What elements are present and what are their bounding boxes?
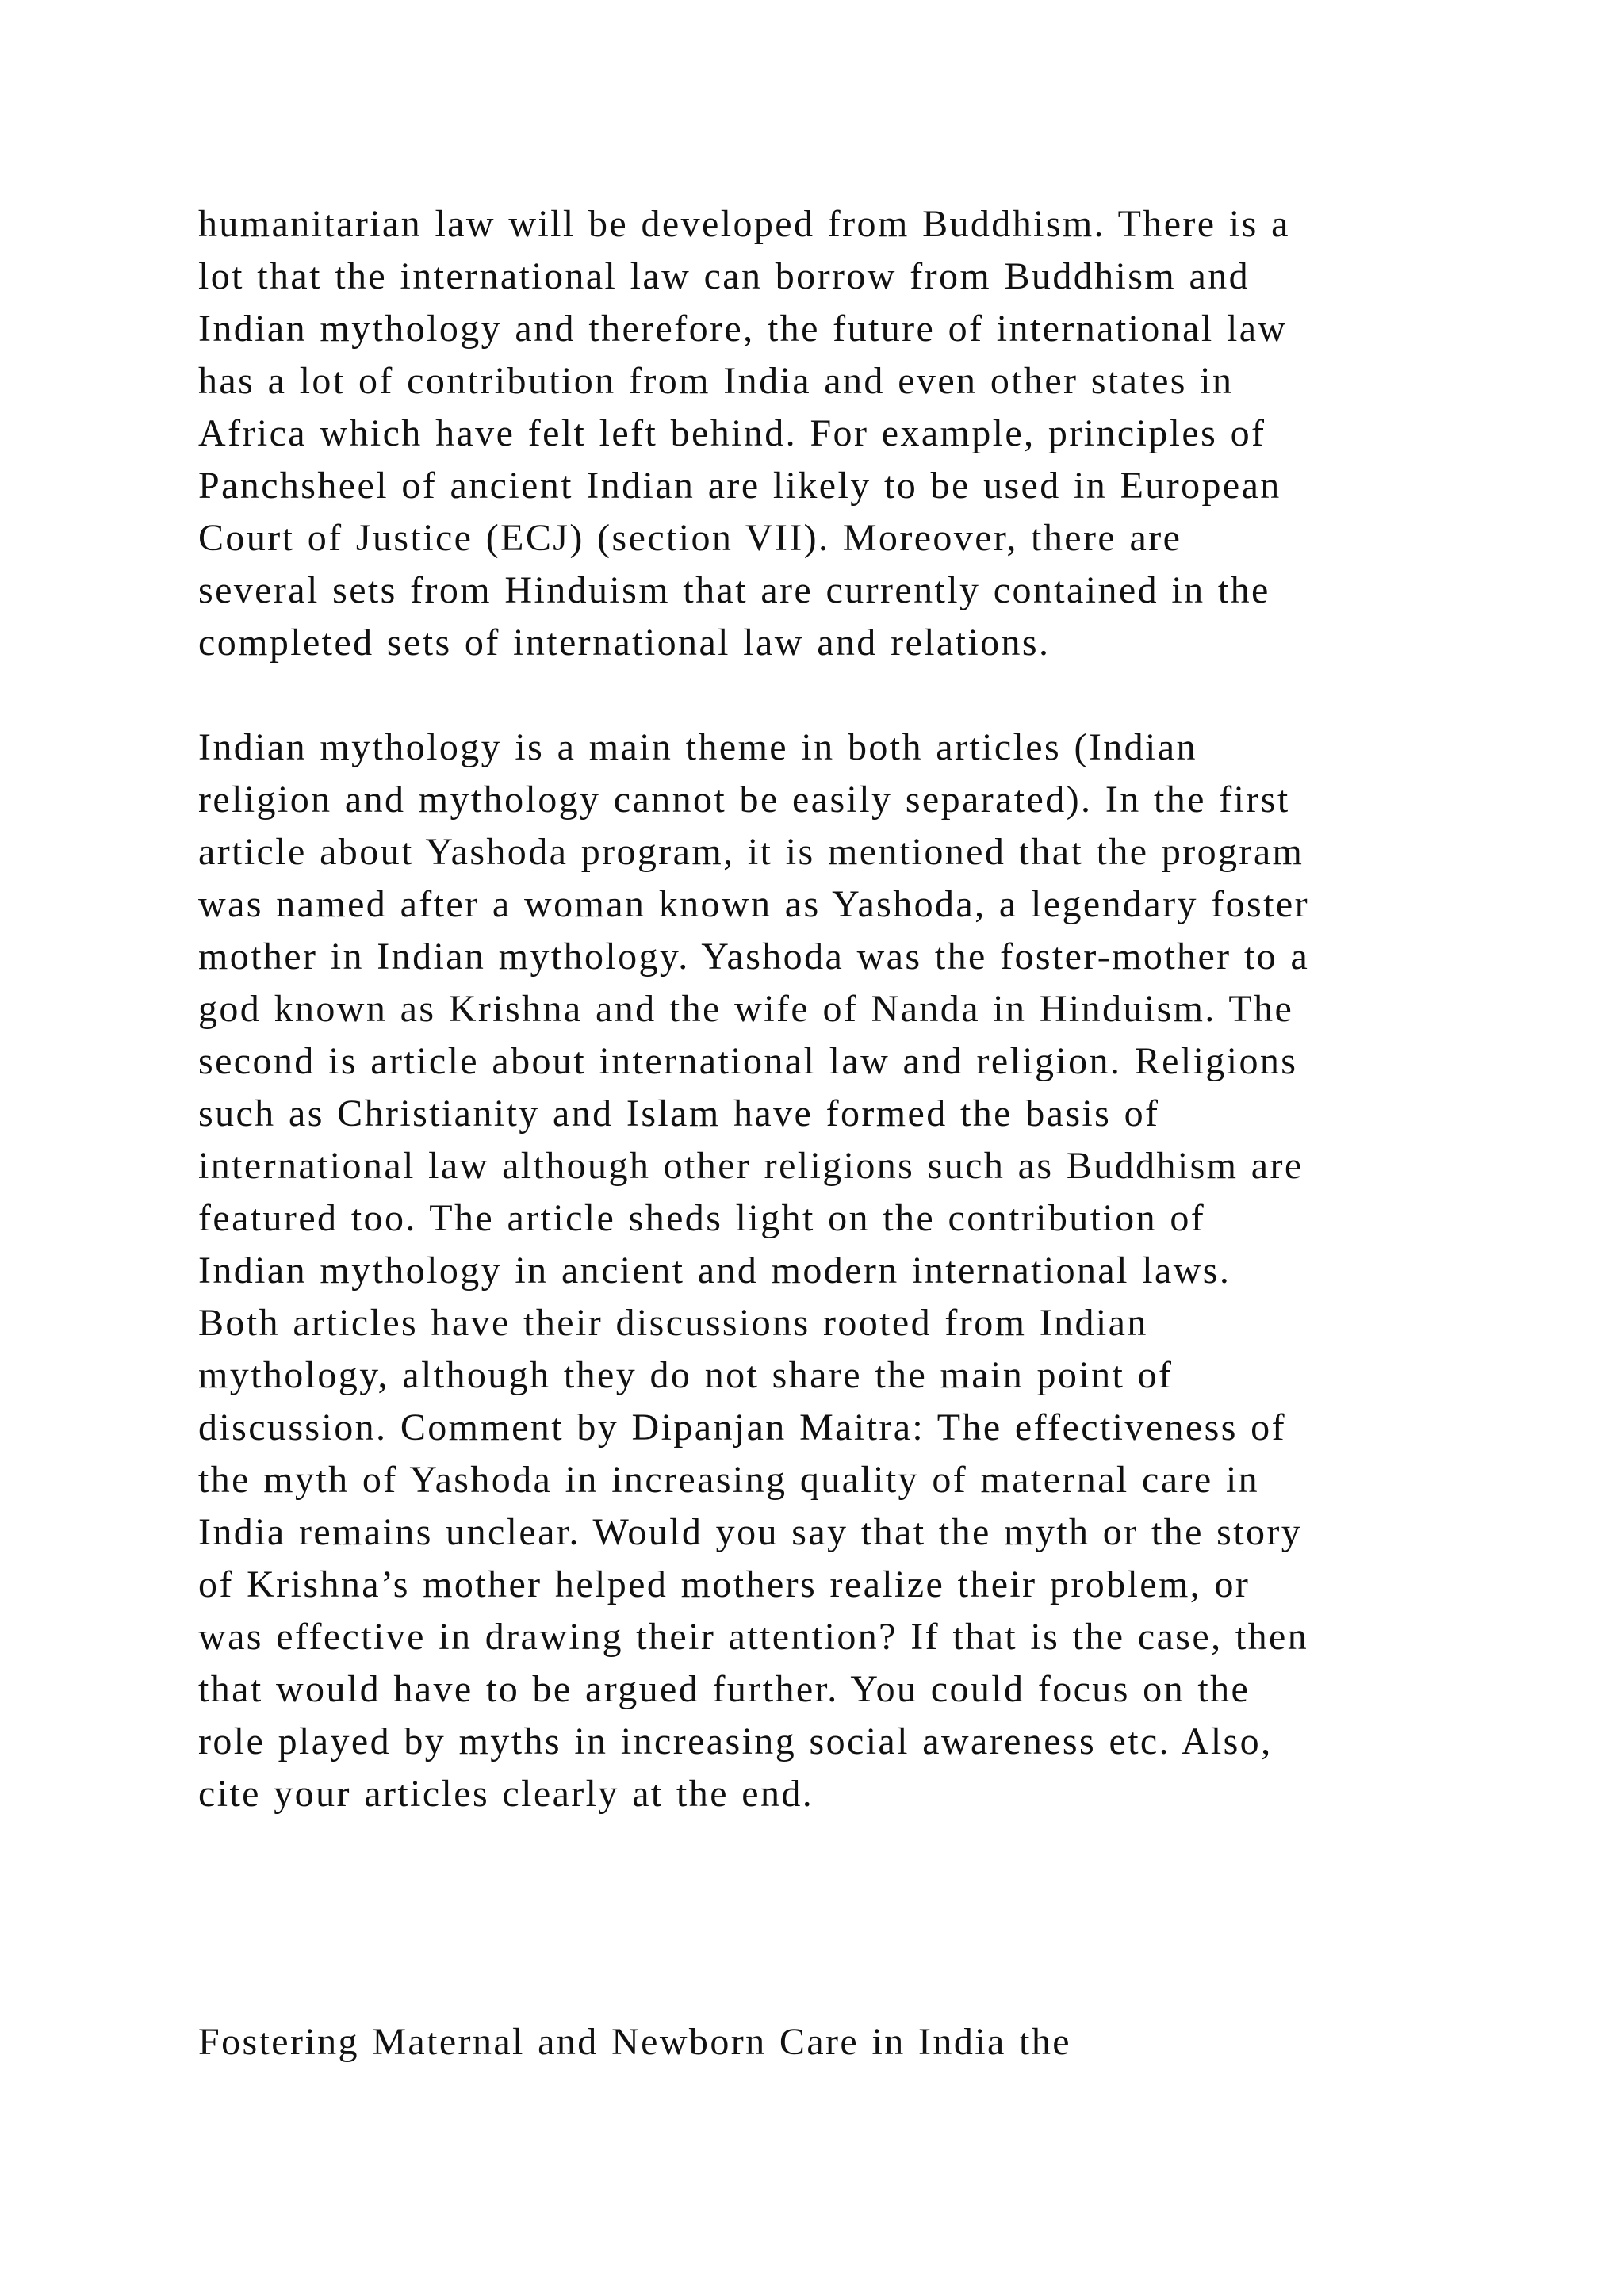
paragraph-2 bbox=[198, 721, 1483, 1820]
text-line: Indian mythology in ancient and modern international laws. bbox=[198, 1249, 1231, 1292]
text-line: mother in Indian mythology. Yashoda was the foster-mother to a bbox=[198, 936, 1310, 978]
text-line: India remains unclear. Would you say that the myth or the story bbox=[198, 1511, 1303, 1553]
text-line: Africa which have felt left behind. For example, principles of bbox=[198, 412, 1266, 454]
paragraph-1 bbox=[198, 198, 1483, 669]
text-line: Court of Justice (ECJ) (section VII). Moreover, there are bbox=[198, 517, 1182, 559]
text-line: discussion. Comment by Dipanjan Maitra: The effectiveness of bbox=[198, 1406, 1286, 1448]
text-line: article about Yashoda program, it is mentioned that the program bbox=[198, 831, 1304, 873]
heading-text: Fostering Maternal and Newborn Care in India the bbox=[198, 2021, 1071, 2063]
text-line: such as Christianity and Islam have formed the basis of bbox=[198, 1093, 1160, 1135]
text-line: several sets from Hinduism that are currently contained in the bbox=[198, 569, 1270, 611]
text-line: mythology, although they do not share the main point of bbox=[198, 1354, 1174, 1396]
text-line: was named after a woman known as Yashoda, a legendary foster bbox=[198, 883, 1309, 925]
text-line: Indian mythology is a main theme in both articles (Indian bbox=[198, 726, 1197, 768]
section-heading bbox=[198, 2016, 1483, 2068]
text-line: of Krishna’s mother helped mothers realize their problem, or bbox=[198, 1563, 1251, 1605]
text-line: god known as Krishna and the wife of Nanda in Hinduism. The bbox=[198, 988, 1294, 1030]
text-line: the myth of Yashoda in increasing quality of maternal care in bbox=[198, 1459, 1260, 1501]
text-line: second is article about international law and religion. Religions bbox=[198, 1040, 1298, 1082]
text-line: has a lot of contribution from India and even other states in bbox=[198, 360, 1234, 402]
text-line: lot that the international law can borrow from Buddhism and bbox=[198, 255, 1250, 297]
text-line: religion and mythology cannot be easily separated). In the first bbox=[198, 779, 1290, 821]
text-line: Panchsheel of ancient Indian are likely to be used in European bbox=[198, 465, 1281, 507]
text-line: was effective in drawing their attention? If that is the case, then bbox=[198, 1616, 1309, 1658]
text-line: featured too. The article sheds light on the contribution of bbox=[198, 1197, 1206, 1239]
text-line: Both articles have their discussions rooted from Indian bbox=[198, 1302, 1148, 1344]
text-line: role played by myths in increasing social awareness etc. Also, bbox=[198, 1720, 1273, 1762]
text-line: that would have to be argued further. You could focus on the bbox=[198, 1668, 1251, 1710]
text-line: Indian mythology and therefore, the future of international law bbox=[198, 308, 1288, 350]
text-line: international law although other religions such as Buddhism are bbox=[198, 1145, 1304, 1187]
text-line: completed sets of international law and relations. bbox=[198, 622, 1051, 664]
text-line: humanitarian law will be developed from Buddhism. There is a bbox=[198, 203, 1290, 245]
text-line: cite your articles clearly at the end. bbox=[198, 1773, 814, 1815]
